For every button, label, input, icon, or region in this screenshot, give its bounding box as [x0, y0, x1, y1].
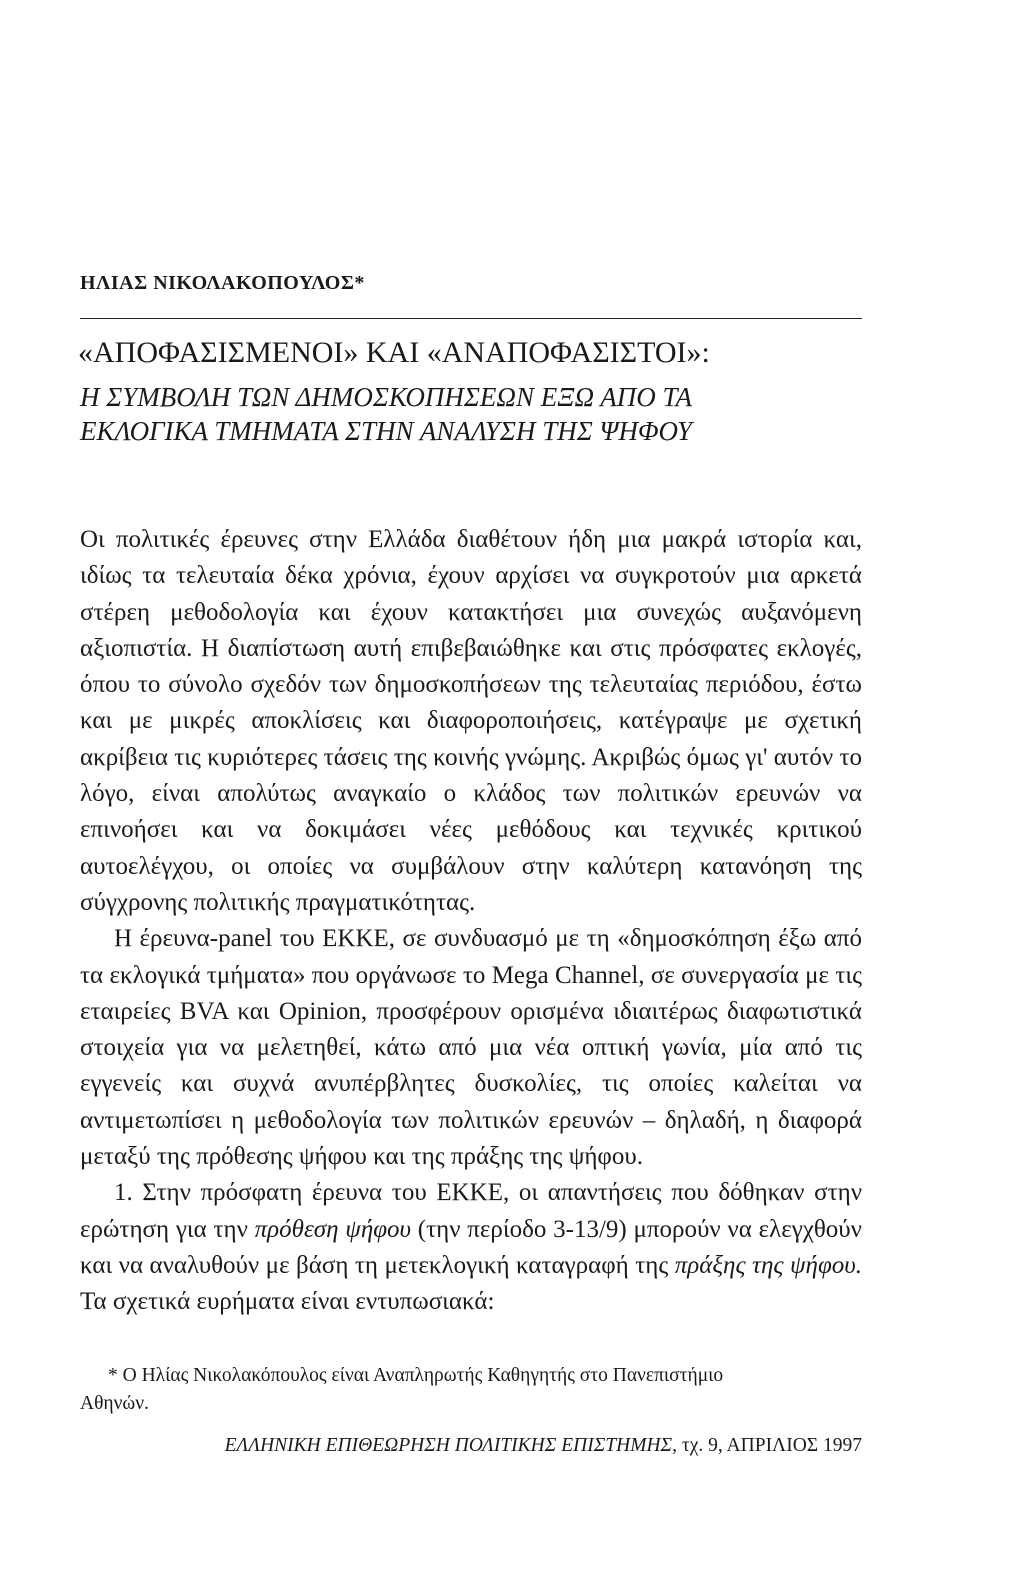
paragraph-3	[80, 1175, 862, 1320]
journal-name: ΕΛΛΗΝΙΚΗ ΕΠΙΘΕΩΡΗΣΗ ΠΟΛΙΤΙΚΗΣ ΕΠΙΣΤΗΜΗΣ,	[224, 1435, 678, 1456]
paragraph-2: Η έρευνα-panel του ΕΚΚΕ, σε συνδυασμό με τη «δημοσκόπηση έξω από τα εκλογικά τμήματα» που οργάνωσε το Mega Channel, σε συνεργασία με τις εταιρείες BVA και Opinion, προσφέρουν ορισμένα ιδιαιτέρως διαφωτιστικά στοιχεία για να μελετηθεί, κάτω από μια νέα οπτική γωνία, μία από τις εγγενείς και συχνά ανυπέρβλητες δυσκολίες, τις οποίες καλείται να αντιμετωπίσει η μεθοδολογία των πολιτικών ερευνών – δηλαδή, η διαφορά μεταξύ της πρόθεσης ψήφου και της πράξης της ψήφου.	[80, 925, 862, 1171]
footnote	[80, 1362, 862, 1418]
subtitle-line-2: ΕΚΛΟΓΙΚΑ ΤΜΗΜΑΤΑ ΣΤΗΝ ΑΝΑΛΥΣΗ ΤΗΣ ΨΗΦΟΥ	[80, 416, 692, 446]
paragraph-3-start: 1. Στην πρόσφατη έρευνα του ΕΚΚΕ, οι απαντήσεις που δόθηκαν στην ερώτηση για την	[80, 1179, 862, 1243]
article-title: «ΑΠΟΦΑΣΙΣΜΕΝΟΙ» ΚΑΙ «ΑΝΑΠΟΦΑΣΙΣΤΟΙ»:	[78, 336, 710, 369]
subtitle-line-1: Η ΣΥΜΒΟΛΗ ΤΩΝ ΔΗΜΟΣΚΟΠΗΣΕΩΝ ΕΞΩ ΑΠΟ ΤΑ	[80, 382, 692, 412]
author-name: ΗΛΙΑΣ ΝΙΚΟΛΑΚΟΠΟΥΛΟΣ*	[80, 272, 365, 294]
paragraph-3-emphasis-1: πρόθεση ψήφου	[254, 1215, 412, 1243]
paragraph-3-middle: (την περίοδο 3-13/9) μπορούν να ελεγχθούν και να αναλυθούν με βάση τη μετεκλογική καταγραφή της	[80, 1215, 862, 1279]
title-divider	[80, 318, 862, 319]
footnote-line-1: * Ο Ηλίας Νικολακόπουλος είναι Αναπληρωτής Καθηγητής στο Πανεπιστήμιο	[108, 1365, 724, 1386]
article-subtitle	[80, 380, 870, 448]
journal-issue: τχ. 9, ΑΠΡΙΛΙΟΣ 1997	[677, 1435, 862, 1456]
paragraph-3-end: Τα σχετικά ευρήματα είναι εντυπωσιακά:	[80, 1288, 495, 1316]
paragraph-1: Οι πολιτικές έρευνες στην Ελλάδα διαθέτουν ήδη μια μακρά ιστορία και, ιδίως τα τελευταία δέκα χρόνια, έχουν αρχίσει να συγκροτούν μια αρκετά στέρεη μεθοδολογία και έχουν κατακτήσει μια συνεχώς αυξανόμενη αξιοπιστία. Η διαπίστωση αυτή επιβεβαιώθηκε και στις πρόσφατες εκλογές, όπου το σύνολο σχεδόν των δημοσκοπήσεων της τελευταίας περιόδου, έστω και με μικρές αποκλίσεις και διαφοροποιήσεις, κατέγραψε με σχετική ακρίβεια τις κυριότερες τάσεις της κοινής γνώμης. Ακριβώς όμως γι' αυτόν το λόγο, είναι απολύτως αναγκαίο ο κλάδος των πολιτικών ερευνών να επινοήσει και να δοκιμάσει νέες μεθόδους και τεχνικές κριτικού αυτοελέγχου, οι οποίες να συμβάλουν στην καλύτερη κατανόηση της σύγχρονης πολιτικής πραγματικότητας.	[80, 526, 862, 916]
article-body	[80, 522, 862, 1321]
paragraph-3-emphasis-2: πράξης της ψήφου.	[674, 1251, 862, 1279]
journal-citation	[120, 1435, 862, 1457]
footnote-line-2: Αθηνών.	[80, 1393, 149, 1414]
